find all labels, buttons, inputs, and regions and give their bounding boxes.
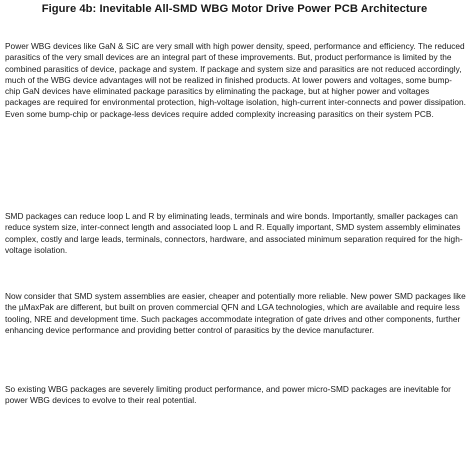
paragraph-wbg-devices: Power WBG devices like GaN & SiC are very small with high power density, speed, performance and efficiency. The reduced parasitics of the very small devices are an integral part of these improvements. But, product performance is limited by the combined parasitics of device, package and system. If package and system size and parasitics are not reduced accordingly, much of the WBG device advantages will not be realized in finished products. At lower powers and voltages, some bump-chip GaN devices have eliminated package parasitics by eliminating the package, but at higher power and voltages packages are required for environmental protection, high-voltage isolation, high-current inter-connects and power dissipation. Even some bump-chip or package-less devices require added complexity increasing parasitics on their system PCB. (5, 41, 466, 119)
paragraph-smd-assemblies: Now consider that SMD system assemblies are easier, cheaper and potentially more reliable. New power SMD packages like the µMaxPak are different, but built on proven commercial QFN and LGA technologies, which are available and require less tooling, NRE and development time. Such packages accommodate integration of gate drives and other components, further enhancing device performance and providing better control of parasitics by the device manufacturer. (5, 291, 466, 335)
figure-title: Figure 4b: Inevitable All-SMD WBG Motor Drive Power PCB Architecture (41, 3, 428, 15)
paragraph-smd-packages: SMD packages can reduce loop L and R by eliminating leads, terminals and wire bonds. Importantly, smaller packages can reduce system size, inter-connect length and associated loop L and R. Equally important, SMD system assembly eliminates complex, costly and large leads, terminals, connectors, hardware, and associated minimum separation required for the high-voltage isolation. (5, 211, 463, 255)
paragraph-conclusion: So existing WBG packages are severely limiting product performance, and power micro-SMD packages are inevitable for power WBG devices to evolve to their real potential. (5, 384, 451, 406)
